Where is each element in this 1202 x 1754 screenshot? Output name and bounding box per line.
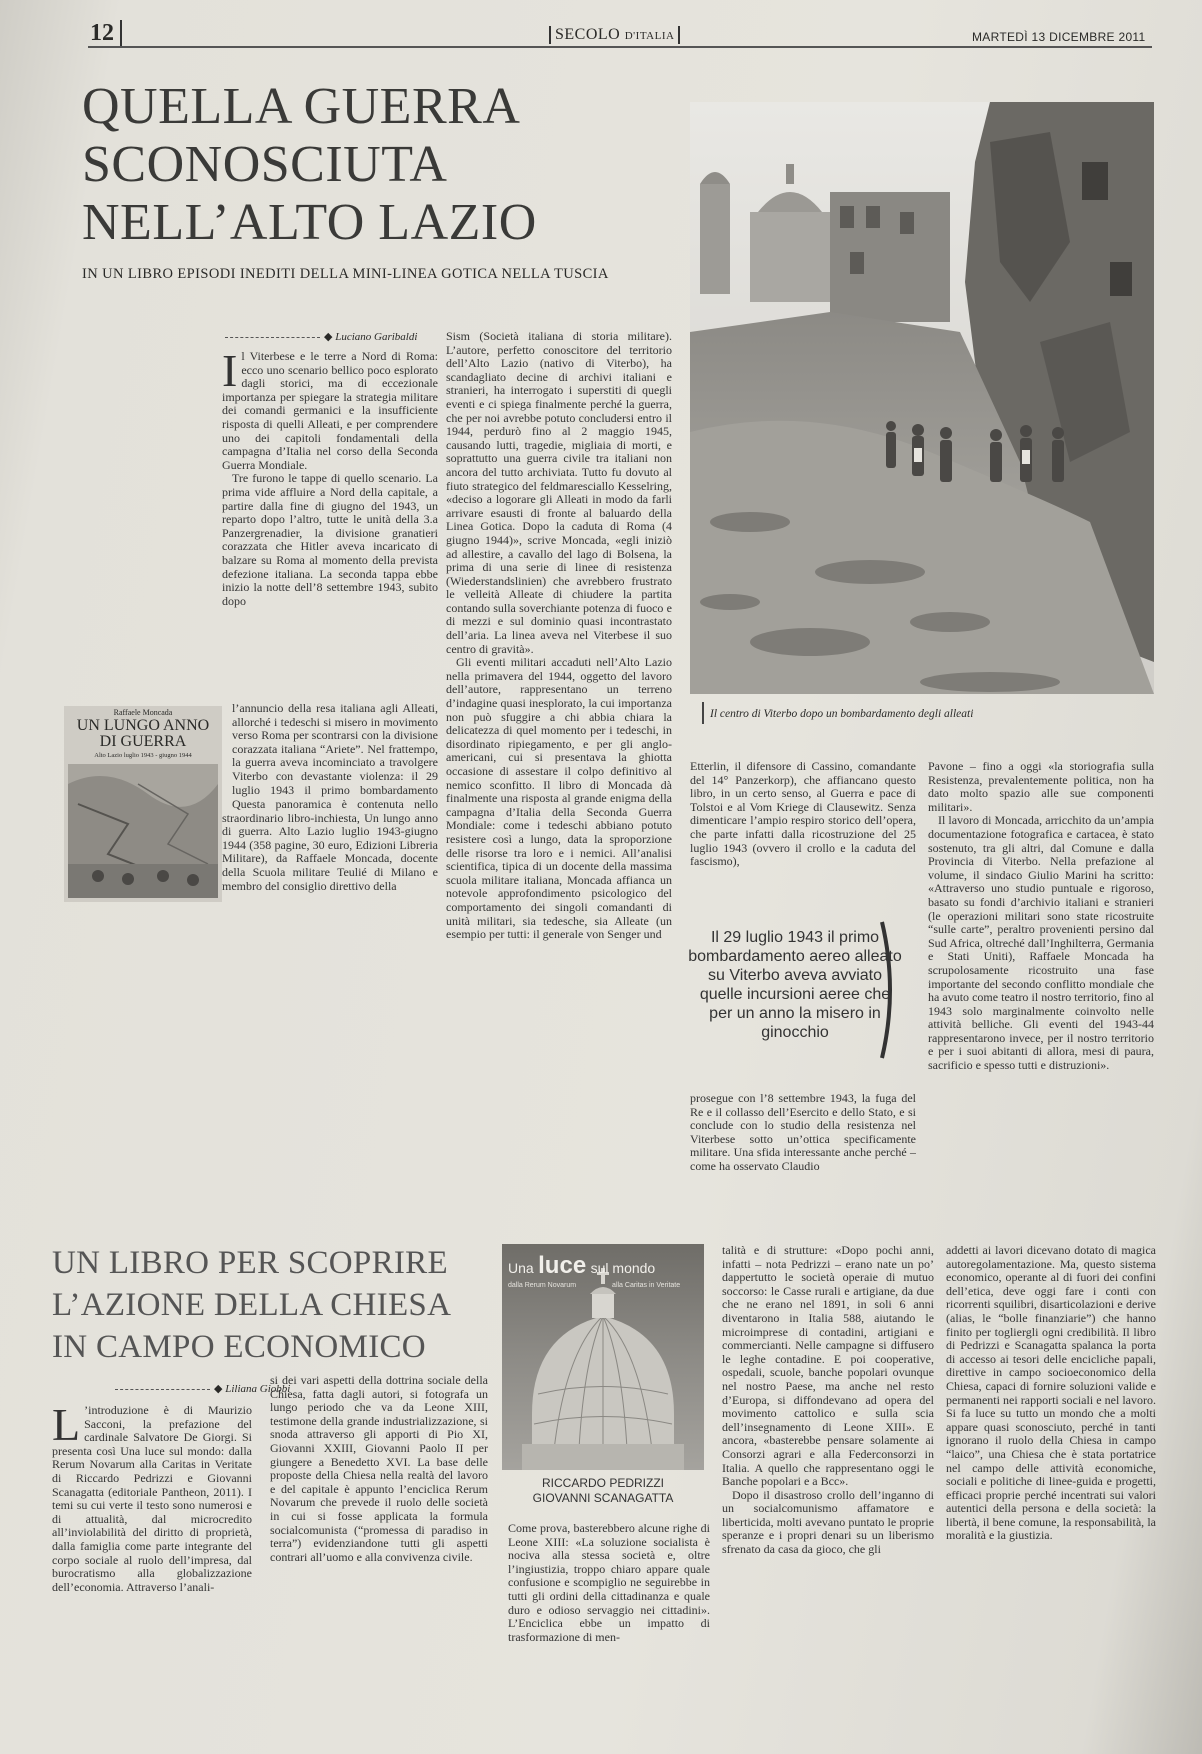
article1-column-2 [446,330,672,1210]
article2-column-4 [722,1244,934,1732]
book2-subtitle-line1: dalla Rerum Novarum [508,1282,577,1289]
drop-cap: I [222,350,238,396]
paragraph-text: l Viterbese e le terre a Nord di Roma: ecco uno scenario bellico poco esplorato dagli storici, ma di eccezionale importanza per spiegare la strategia militare dei comandi germanici e la insufficiente risposta di quelli Alleati, e per comprendere uno dei capitoli fondamentali della campagna d’Italia nel corso della Seconda Guerra Mondiale. [222,350,438,472]
paragraph: l’annuncio della resa italiana agli Alleati, allorché i tedeschi si misero in movimento verso Roma per scontrarsi con la divisione corazzata italiana “Ariete”. Nel frattempo, la guerra aveva incominciato a travolgere Viterbo con devastante violenza: il 29 luglio 1943 il primo bombardamento [232,702,438,797]
paragraph: Sism (Società italiana di storia militare). L’autore, perfetto conoscitore del territorio dell’Alto Lazio (nativo di Viterbo), ha scandagliato decine di archivi italiani e stranieri, ha interrogato i superstiti di quegli eventi e ci spiega finalmente perché la guerra, che per noi avrebbe potuto concludersi entro il 1944, perdurò fino al 2 maggio 1945, causando lutti, tragedie, migliaia di morti, e soprattutto una guerra civile tra italiani non ancora del tutto archiviata. Tutto fu dovuto al fiuto strategico del feldmaresciallo Kesselring, «deciso a logorare gli Alleati in modo da farli arrivare esausti di fronte al baluardo della Linea Gotica. Dopo la caduta di Roma (4 giugno 1944)», scrive Moncada, «egli iniziò ad allestire, a cavallo del lago di Bolsena, la prima di una serie di linee di resistenza (Wiederstandslinien) che avrebbero frustrato le velleità Alleate di chiudere la partita contando sulla soverchiante potenza di fuoco e di mezzi e sul dominio quasi incontrastato dell’aria. La linea aveva nel Viterbese il suo centro di gravità». [446,330,672,656]
book2-subtitle [508,1282,698,1289]
headline-line: IN CAMPO ECONOMICO [52,1329,426,1365]
viterbo-ruins-photo [690,102,1154,694]
paragraph: Pavone – fino a oggi «la storiografia sulla Resistenza, prevalentemente politica, non ha dato molto spazio alle sue componenti militari». [928,760,1154,814]
paragraph: addetti ai lavori dicevano dotato di magica autoregolamentazione. Ma, questo sistema economico, operante al di fuori dei confini dell’etica, deve oggi fare i conti con ricorrenti squilibri, disarticolazioni e derive (alias, le “bolle finanziarie”) che hanno finito per togliergli ogni credibilità. Il libro di Pedrizzi e Scanagatta spalanca la porta di accesso ai tesori delle encicliche papali, direttive in campo socioeconomico della Chiesa, capaci di fornire soluzioni valide e permanenti nei rapporti sociali e nel lavoro. Si fa luce su tutto un mondo che a molti appare quasi sconosciuto, perché in tanti ignorano il ruolo della Chiesa in campo “laico”, una Chiesa che è stata portatrice nel campo delle attività economiche, sociali e politiche di linee-guida e progetti, efficaci proprie perché incentrati sui valori autentici della persona e della società: la libertà, il bene comune, la responsabilità, la moralità e la giustizia. [946,1244,1156,1543]
pull-quote: Il 29 luglio 1943 il primo bombardamento aereo alleato su Viterbo aveva avviato quelle incursioni aeree che per un anno la misero in ginocchio [688,929,902,1041]
article2-column-2 [270,1374,488,1730]
paragraph: Gli eventi militari accaduti nell’Alto Lazio nella primavera del 1944, oggetto del lavoro dell’autore, rappresentano un terreno d’indagine quasi inesplorato, la cui importanza non può sfuggire a chi abbia chiara la delicatezza di quel momento per i tedeschi, in disordinato ripiegamento, e per gli anglo-americani, cui si presentava la ghiotta occasione di assestare il colpo definitivo al nemico sconfitto. Il libro di Moncada dà finalmente una risposta al grande enigma della campagna d’Italia della Seconda Guerra Mondiale: come i tedeschi abbiano potuto resistere così a lungo, data la sproporzione delle risorse tra loro e i nemici. All’analisi scientifica, tipica di un docente della massima scuola militare italiana, Moncada affianca un notevole approfondimento psicologico del comportamento dei singoli comandanti di unità militari, sia tedesche, sia Alleate (un esempio per tutti: il generale von Senger und [446,655,672,942]
issue-date: MARTEDÌ 13 DICEMBRE 2011 [972,30,1146,44]
book-author: Raffaele Moncada [113,708,173,717]
paragraph [52,1404,252,1594]
headline-line: UN LIBRO PER SCOPRIRE [52,1245,448,1281]
article1-column-1b [232,702,438,798]
book-title [64,718,222,750]
article2-byline: ◆ Liliana Giobbi [115,1382,290,1395]
headline-line: QUELLA GUERRA [82,78,521,135]
book2-author: RICCARDO PEDRIZZI [541,1476,664,1490]
byline-author: Luciano Garibaldi [335,331,418,343]
paragraph: talità e di strutture: «Dopo pochi anni, infatti – nota Pedrizzi – erano nate un po’ dappertutto le società operaie di mutuo soccorso: le Casse rurali e artigiane, da due che ne erano nel 1891, in soli 6 anni diventarono in Italia 588, aiutando le microimprese di contadini, artigiani e commercianti. Nelle campagne si diffusero le leghe contadine. E poi cooperative, ospedali, scuole, banche popolari ovunque nel nostro Paese, ma anche nel resto d’Europa, si diffondevano ad opera del movimento cattolico e sulla scia dell’insegnamento di Leone XIII». E ancora, «basterebbe pensare solamente ai Consorzi agrari e alla Federconsorzi in Italia. A quello che rappresentano oggi le Banche popolari e a Bcc». [722,1244,934,1489]
paragraph: Etterlin, il difensore di Cassino, comandante del 14° Panzerkorp), che affiancano questo libro, in un certo senso, al Guerra e pace di Tolstoi e al Vom Kriege di Clausewitz. Senza dimenticare l’ampio respiro storico dell’opera, che parte infatti dalla ricostruzione del 25 luglio 1943 (ovvero il crollo e la caduta del fascismo), [690,760,916,869]
article2-column-5 [946,1244,1156,1732]
article2-column-3 [508,1522,710,1732]
headline-line: L’AZIONE DELLA CHIESA [52,1287,452,1323]
paragraph: Tre furono le tappe di quello scenario. La prima vide affluire a Nord della capitale, a partire dalla fine di giugno del 1943, un reparto dopo l’altro, tutte le unità della 3.a Panzergrenadier, la divisione granatieri corazzata che Hitler aveva incaricato di balzare su Roma al momento della prevista defezione italiana. La seconda tappa ebbe inizio la notte dell’8 settembre 1943, subito dopo [222,471,438,608]
book2-subtitle-line2: alla Caritas in Veritate [612,1282,681,1289]
article1-column-3b [690,1092,916,1208]
book2-title-a: Una [508,1260,534,1276]
article1-column-1 [222,350,438,702]
article2-headline [52,1242,492,1368]
pull-quote-bracket [878,920,898,1060]
paragraph: si dei vari aspetti della dottrina sociale della Chiesa, fatta dagli autori, si fotografa un lungo periodo che va da Leone XIII, testimone della grande industrializzazione, si snoda attraverso gli apporti di Pio XI, Giovanni XXIII, Giovanni Paolo II per giungere a Benedetto XVI. La base delle proposte della Chiesa nella realtà del lavoro e del capitale è appunto l’enciclica Rerum Novarum che prevede il ruolo delle società in cui si fosse applicata la formula socialcomunista (“promessa di paradiso in terra”) evidenziandone tutti gli aspetti contrari all’uomo e alla convivenza civile. [270,1374,488,1564]
paragraph: Il lavoro di Moncada, arricchito da un’ampia documentazione fotografica e cartacea, è stato sostenuto, tra gli altri, dal Comune e dalla Provincia di Viterbo. Nella prefazione al volume, il sindaco Giulio Marini ha scritto: «Attraverso uno studio puntuale e rigoroso, basato su fondi d’archivio italiani e stranieri (le operazioni militari sono state ricostruite “sulle carte”, peraltro provenienti persino dal Sud Africa, oltreché dall’Inghilterra, Germania e Stati Uniti), Raffaele Moncada ha scrupolosamente ricostruito una fase importante del secondo conflitto mondiale che ha avuto come teatro il nostro territorio, fino al 1943 solo marginalmente coinvolto nelle attività belliche. Gli eventi del 1943-44 rappresentarono invece, per il nostro territorio e per i suoi abitanti di allora, mesi di paura, sacrificio e spesso tutti e distruzioni». [928,813,1154,1073]
book-title-line: DI GUERRA [99,733,187,750]
headline-line: SCONOSCIUTA [82,136,448,193]
caption-rule [702,702,704,724]
book2-title-b: luce [538,1252,587,1279]
book2-title [508,1252,698,1280]
headline-line: NELL’ALTO LAZIO [82,194,537,251]
article2-column-1 [52,1404,252,1730]
book-cover-una-luce-sul-mondo [502,1244,704,1470]
book2-author: GIOVANNI SCANAGATTA [532,1491,674,1505]
newspaper-title: SECOLO [555,26,621,43]
paragraph: Come prova, basterebbero alcune righe di Leone XIII: «La soluzione socialista è nociva alla stessa società e, oltre l’ingiustizia, troppo chiaro appare quale confusione e scompiglio ne seguirebbe in tutti gli ordini della cittadinanza e quale duro e odioso servaggio nei cittadini». L’Enciclica ebbe un impatto di trasformazione di men- [508,1522,710,1644]
byline-dashes [225,337,320,338]
article1-headline [82,78,682,252]
book2-title-c: sul mondo [590,1260,656,1276]
newspaper-name [545,26,684,44]
book-title-line: UN LUNGO ANNO [76,717,210,734]
book2-authors [502,1476,704,1506]
paragraph-text: ’introduzione è di Maurizio Sacconi, la prefazione del cardinale Salvatore De Giorgi. Si presenta così Una luce sul mondo: dalla Rerum Novarum alla Caritas in Veritate di Riccardo Pedrizzi e Giovanni Scanagatta (editoriale Pantheon, 2011). I temi su cui verte il testo sono numerosi e di attualità, dal microcredito all’inviolabilità del diritto di proprietà, dalla famiglia come parte integrante del corpo sociale al ruolo dell’impresa, dal burocratismo alla globalizzazione dell’economia. Attraverso l’anali- [52,1404,252,1594]
paragraph: Questa panoramica è contenuta nello straordinario libro-inchiesta, Un lungo anno di guerra. Alto Lazio luglio 1943-giugno 1944 (358 pagine, 30 euro, Edizioni Libreria Militare), da Raffaele Moncada, docente della Scuola militare Teulié di Milano e membro del consiglio direttivo della [222,798,438,893]
book-subtitle: Alto Lazio luglio 1943 - giugno 1944 [94,752,192,759]
photo-caption: Il centro di Viterbo dopo un bombardamento degli alleati [710,708,974,720]
paragraph: Dopo il disastroso crollo dell’inganno di un socialcomunismo affamatore e liberticida, molti avevano puntato le proprie speranze e i propri denari su un liberismo sfrenato da casa da gioco, che gli [722,1487,934,1557]
byline-author: Liliana Giobbi [225,1383,291,1395]
article1-byline: ◆ Luciano Garibaldi [225,330,417,343]
book-cover-un-lungo-anno [64,706,222,902]
article1-column-3a [690,760,916,906]
article1-column-4 [928,760,1154,1212]
photo-graphic [690,102,1154,694]
newspaper-title-suffix: D'ITALIA [624,30,675,42]
article1-deck: IN UN LIBRO EPISODI INEDITI DELLA MINI-LINEA GOTICA NELLA TUSCIA [82,266,609,282]
book-cover-map-image [68,764,218,898]
paragraph: prosegue con l’8 settembre 1943, la fuga del Re e il collasso dell’Esercito e dello Stato, e si conclude con lo studio della resistenza nel Viterbese sotto un’ottica specificamente militare. Una sfida interessante anche perché – come ha osservato Claudio [690,1092,916,1173]
page-number: 12 [90,20,122,46]
byline-dashes [115,1389,210,1390]
article1-column-1c [222,798,438,1208]
header-rule [88,46,1152,48]
drop-cap: L [52,1404,81,1450]
paragraph [222,350,438,472]
